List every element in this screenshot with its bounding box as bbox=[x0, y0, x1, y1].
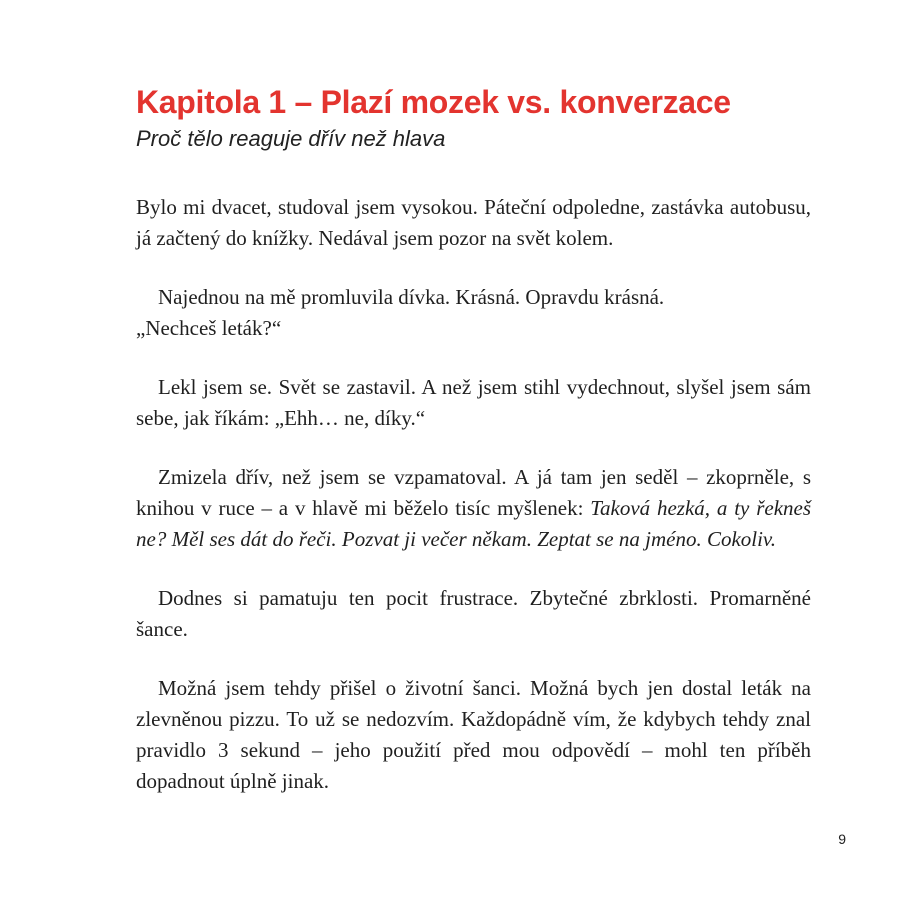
paragraph-4-inner-thoughts: Taková hezká, a ty řekneš ne? Měl ses dát do řeči. Pozvat ji večer někam. Zeptat se na jméno. Cokoliv. bbox=[136, 496, 812, 551]
chapter-subtitle: Proč tělo reaguje dřív než hlava bbox=[136, 126, 446, 151]
chapter-title: Kapitola 1 – Plazí mozek vs. konverzace bbox=[136, 84, 731, 120]
chapter-body bbox=[136, 192, 811, 797]
page-number: 9 bbox=[838, 831, 846, 847]
book-page bbox=[136, 84, 811, 797]
paragraph-3: Lekl jsem se. Svět se zastavil. A než jsem stihl vydechnout, slyšel jsem sám sebe, jak říkám: „Ehh… ne, díky.“ bbox=[136, 375, 811, 430]
paragraph-1: Bylo mi dvacet, studoval jsem vysokou. Páteční odpoledne, zastávka autobusu, já začtený do knížky. Nedával jsem pozor na svět kolem. bbox=[136, 195, 811, 250]
paragraph-4-text: Zmizela dřív, než jsem se vzpamatoval. A já tam jen seděl – zkoprněle, s knihou v ruce – a v hlavě mi běželo tisíc myšlenek: bbox=[136, 465, 811, 520]
paragraph-6: Možná jsem tehdy přišel o životní šanci. Možná bych jen dostal leták na zlevněnou pizzu. To už se nedozvím. Každopádně vím, že kdybych tehdy znal pravidlo 3 sekund – jeho použití před mou odpovědí – mohl ten příběh dopadnout úplně jinak. bbox=[136, 676, 811, 793]
paragraph-2 bbox=[136, 282, 811, 344]
paragraph-2-text: Najednou na mě promluvila dívka. Krásná. Opravdu krásná. bbox=[158, 285, 665, 309]
paragraph-4 bbox=[136, 462, 811, 555]
paragraph-5: Dodnes si pamatuju ten pocit frustrace. Zbytečné zbrklosti. Promarněné šance. bbox=[136, 586, 811, 641]
paragraph-2-quote: „Nechceš leták?“ bbox=[136, 316, 282, 340]
